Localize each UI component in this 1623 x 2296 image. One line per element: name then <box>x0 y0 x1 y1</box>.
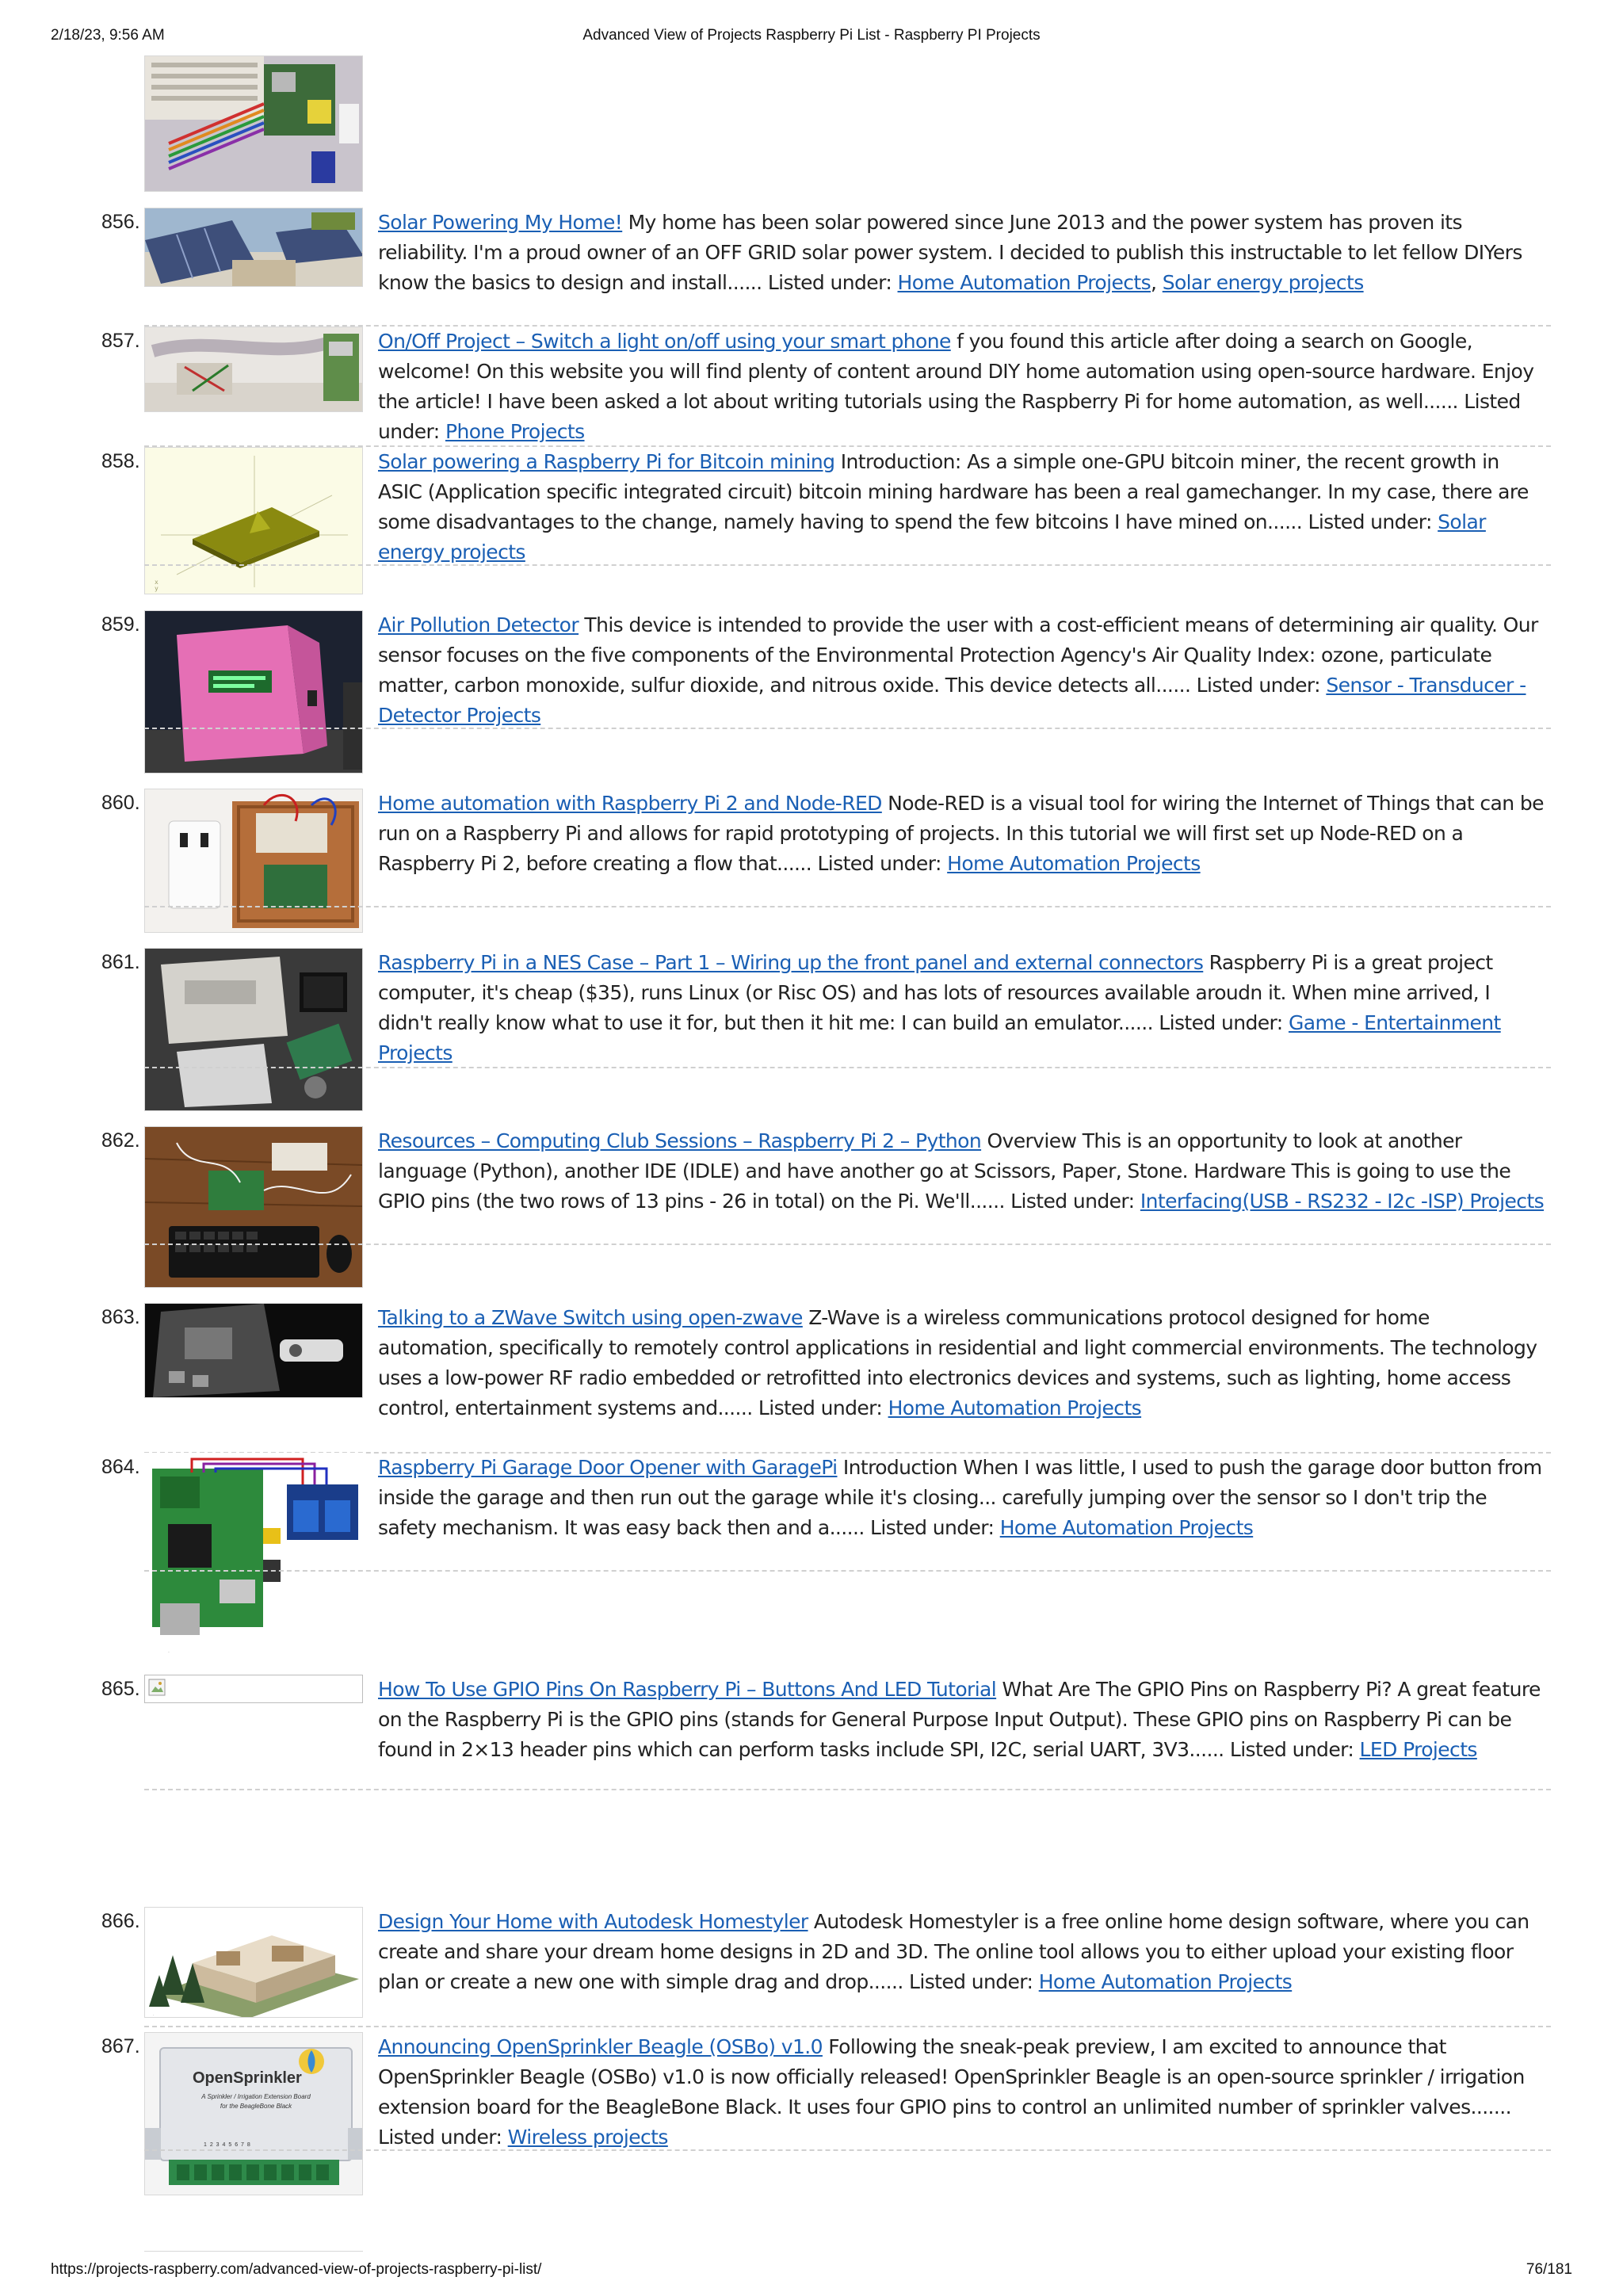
category-link[interactable]: Game - Entertainment Projects <box>378 1011 1501 1064</box>
entry-separator <box>144 906 1551 907</box>
entry-title-link[interactable]: Raspberry Pi Garage Door Opener with GaragePi <box>378 1456 838 1479</box>
entry-text <box>378 948 1547 1068</box>
category-link[interactable]: Home Automation Projects <box>1038 1970 1293 1993</box>
entry-excerpt: Autodesk Homestyler is a free online home design software, where you can create and share your dream home designs in 2D and 3D. The online tool allows you to either upload your existing floor plan or create a new one with simple drag and drop...... <box>378 1910 1529 1993</box>
entry-thumbnail[interactable] <box>144 447 363 594</box>
entry-title-link[interactable]: On/Off Project – Switch a light on/off using your smart phone <box>378 330 951 353</box>
entry-excerpt: Node-RED is a visual tool for wiring the Internet of Things that can be run on a Raspberry Pi and allows for rapid prototyping of projects. In this tutorial we will first set up Node-RED on a Raspberry Pi 2, before creating a flow that...... <box>378 792 1544 875</box>
svg-text:x: x <box>155 579 158 586</box>
entry-text <box>378 789 1547 879</box>
entry-thumbnail[interactable] <box>144 327 363 412</box>
entry-number: 858. <box>101 450 140 472</box>
entry-text <box>378 1303 1547 1423</box>
listed-under-label: Listed under: <box>1010 1190 1135 1213</box>
listed-under-label: Listed under: <box>378 390 1521 443</box>
entry-text: Solar Powering My Home! My home has been solar powered since June 2013 and the power system has proven its reliability. I'm a proud owner of an OFF GRID solar power system. I decided to publish this instructable to let fellow DIYers know the basics to design and install...... Listed under: Home Automation Projects, Solar energy projects <box>378 211 1522 294</box>
entry-excerpt: My home has been solar powered since June 2013 and the power system has proven its reliability. I'm a proud owner of an OFF GRID solar power system. I decided to publish this instructable to let fellow DIYers know the basics to design and install...... <box>378 211 1522 294</box>
entry-title-link[interactable]: Solar Powering My Home! <box>378 211 623 234</box>
entry-thumbnail[interactable] <box>144 2032 363 2195</box>
category-link[interactable]: Home Automation Projects <box>888 1396 1142 1419</box>
entry-title-link[interactable]: Resources – Computing Club Sessions – Raspberry Pi 2 – Python <box>378 1129 982 1152</box>
entry-thumbnail[interactable] <box>144 610 363 774</box>
thumbnail-pin-labels: 1 2 3 4 5 6 7 8 <box>204 2142 251 2148</box>
svg-text:.: . <box>153 2012 155 2017</box>
category-link[interactable]: Wireless projects <box>507 2126 668 2149</box>
svg-text:.: . <box>168 1648 170 1654</box>
category-link[interactable]: Interfacing(USB - RS232 - I2c -ISP) Projects <box>1140 1190 1545 1213</box>
entry-excerpt: What Are The GPIO Pins on Raspberry Pi? A great feature on the Raspberry Pi is the GPIO pins (stands for General Purpose Input Output). These GPIO pins on Raspberry Pi can be found in 2×13 header pins which can perform tasks include SPI, I2C, serial UART, 3V3...... <box>378 1678 1541 1761</box>
entry-separator <box>144 1244 1551 1245</box>
entry-number: 864. <box>101 1456 140 1478</box>
print-url: https://projects-raspberry.com/advanced-view-of-projects-raspberry-pi-list/ <box>51 2261 542 2278</box>
entry-title-link[interactable]: How To Use GPIO Pins On Raspberry Pi – Buttons And LED Tutorial <box>378 1678 997 1701</box>
category-link[interactable]: Home Automation Projects <box>999 1516 1254 1539</box>
listed-under-label: Listed under: <box>1229 1738 1354 1761</box>
listed-under-label: Listed under: <box>767 271 892 294</box>
listed-under-label: Listed under: <box>909 1970 1033 1993</box>
entry-separator <box>144 1570 1551 1572</box>
listed-under-label: Listed under: <box>1308 510 1432 533</box>
entry-number: 866. <box>101 1910 140 1932</box>
entry-number: 859. <box>101 613 140 636</box>
entry-title-link[interactable]: Air Pollution Detector <box>378 613 579 636</box>
previous-entry-thumbnail <box>144 55 363 192</box>
entry-text <box>378 447 1547 567</box>
entry-text <box>378 327 1547 447</box>
next-entry-thumbnail-edge <box>144 2251 363 2252</box>
entry-number: 865. <box>101 1678 140 1700</box>
print-date: 2/18/23, 9:56 AM <box>51 27 165 44</box>
category-link[interactable]: Sensor - Transducer - Detector Projects <box>378 674 1526 727</box>
entry-separator <box>144 1789 1551 1790</box>
entry-number: 863. <box>101 1306 140 1328</box>
listed-under-label: Listed under: <box>378 2126 502 2149</box>
listed-under-label: Listed under: <box>1159 1011 1283 1034</box>
category-link[interactable]: Solar energy projects <box>378 510 1486 563</box>
listed-under-label: Listed under: <box>758 1396 883 1419</box>
entry-title-link[interactable]: Design Your Home with Autodesk Homestyler <box>378 1910 808 1933</box>
svg-text:y: y <box>155 585 158 592</box>
category-link[interactable]: Home Automation Projects <box>897 271 1151 294</box>
entry-text <box>378 1675 1547 1765</box>
entry-number: 857. <box>101 330 140 352</box>
print-title: Advanced View of Projects Raspberry Pi List - Raspberry PI Projects <box>582 27 1041 44</box>
entry-excerpt: Overview This is an opportunity to look at another language (Python), another IDE (IDLE) and have another go at Scissors, Paper, Stone. Hardware This is going to use the GPIO pins (the two rows of 13 pins - 26 in total) on the Pi. We'll...... <box>378 1129 1511 1213</box>
entry-thumbnail[interactable] <box>144 208 363 287</box>
listed-under-label: Listed under: <box>817 852 941 875</box>
entry-thumbnail[interactable] <box>144 1907 363 2018</box>
entry-excerpt: Raspberry Pi is a great project computer, it's cheap ($35), runs Linux (or Risc OS) and has lots of resources available aroudn it. When mine arrived, I didn't really know what to use it for, but then it hit me: I can build an emulator...... <box>378 951 1493 1034</box>
entry-number: 867. <box>101 2035 140 2057</box>
broken-image-icon <box>148 1679 166 1696</box>
sprinkler-logo-icon <box>145 2033 363 2195</box>
entry-excerpt: f you found this article after doing a search on Google, welcome! On this website you will find plenty of content around DIY home automation using open-source hardware. Enjoy the article! I have been asked a lot about writing tutorials using the Raspberry Pi for home automation, as well...... <box>378 330 1534 413</box>
entry-separator <box>144 2026 1551 2027</box>
entry-title-link[interactable]: Talking to a ZWave Switch using open-zwave <box>378 1306 803 1329</box>
entry-number: 856. <box>101 211 140 233</box>
entry-text <box>378 2032 1547 2153</box>
print-header <box>51 27 1572 51</box>
listed-under-label: Listed under: <box>1196 674 1320 697</box>
entry-text <box>378 1453 1547 1543</box>
entry-title-link[interactable]: Home automation with Raspberry Pi 2 and Node-RED <box>378 792 882 815</box>
entry-title-link[interactable]: Raspberry Pi in a NES Case – Part 1 – Wiring up the front panel and external connectors <box>378 951 1204 974</box>
entry-excerpt: Introduction: As a simple one-GPU bitcoin miner, the recent growth in ASIC (Application specific integrated circuit) bitcoin mining hardware has been a real gamechanger. In my case, there are some disadvantages to the change, namely having to spend the few bitcoins I have mined on...... <box>378 450 1529 533</box>
print-footer <box>51 2261 1572 2283</box>
thumbnail-subtitle: A Sprinkler / Irrigation Extension Board <box>201 2093 311 2100</box>
category-link[interactable]: Home Automation Projects <box>947 852 1201 875</box>
entry-thumbnail[interactable] <box>144 1303 363 1398</box>
thumbnail-subtitle: for the BeagleBone Black <box>220 2103 292 2110</box>
entry-separator <box>144 728 1551 729</box>
entry-thumbnail[interactable] <box>144 1126 363 1288</box>
entry-thumbnail[interactable] <box>144 1453 363 1659</box>
entry-thumbnail[interactable] <box>144 948 363 1111</box>
entry-excerpt: Z-Wave is a wireless communications protocol designed for home automation, specifically to remotely control applications in residential and light commercial environments. The technology uses a low-power RF radio embedded or retrofitted into electronics devices and systems, such as lighting, home access control, entertainment systems and...... <box>378 1306 1537 1419</box>
entry-excerpt: This device is intended to provide the user with a cost-efficient means of determining air quality. Our sensor focuses on the five components of the Environmental Protection Agency's Air Quality Index: ozone, particulate matter, carbon monoxide, sulfur dioxide, and nitrous oxide. This device detects all...... <box>378 613 1538 697</box>
entry-title-link[interactable]: Announcing OpenSprinkler Beagle (OSBo) v1.0 <box>378 2035 823 2058</box>
entry-excerpt: Introduction When I was little, I used to push the garage door button from inside the garage and then run out the garage while it's closing... carefully jumping over the sensor so I don't trip the safety mechanism. It was easy back then and a...... <box>378 1456 1542 1539</box>
entry-excerpt: Following the sneak-peak preview, I am excited to announce that OpenSprinkler Beagle (OSBo) v1.0 is now officially released! OpenSprinkler Beagle is an open-source sprinkler / irrigation extension board for the BeagleBone Black. It uses four GPIO pins to control an unlimited number of sprinkler valves....... <box>378 2035 1525 2118</box>
entry-text <box>378 610 1547 731</box>
thumbnail-brand-text: OpenSprinkler <box>193 2069 302 2087</box>
listed-under-label: Listed under: <box>870 1516 995 1539</box>
entry-number: 862. <box>101 1129 140 1152</box>
entry-title-link[interactable]: Solar powering a Raspberry Pi for Bitcoin mining <box>378 450 835 473</box>
print-page-number: 76/181 <box>1526 2261 1572 2278</box>
entry-separator <box>144 2149 1551 2151</box>
entry-thumbnail[interactable] <box>144 789 363 933</box>
category-link[interactable]: Phone Projects <box>445 420 585 443</box>
entry-number: 860. <box>101 792 140 814</box>
entry-separator <box>144 1067 1551 1068</box>
entry-thumbnail-broken[interactable] <box>144 1675 363 1703</box>
entry-separator <box>144 564 1551 566</box>
category-link[interactable]: LED Projects <box>1359 1738 1477 1761</box>
entry-text <box>378 1907 1547 1997</box>
entry-number: 861. <box>101 951 140 973</box>
entry-text <box>378 1126 1547 1217</box>
category-link[interactable]: Solar energy projects <box>1162 271 1364 294</box>
